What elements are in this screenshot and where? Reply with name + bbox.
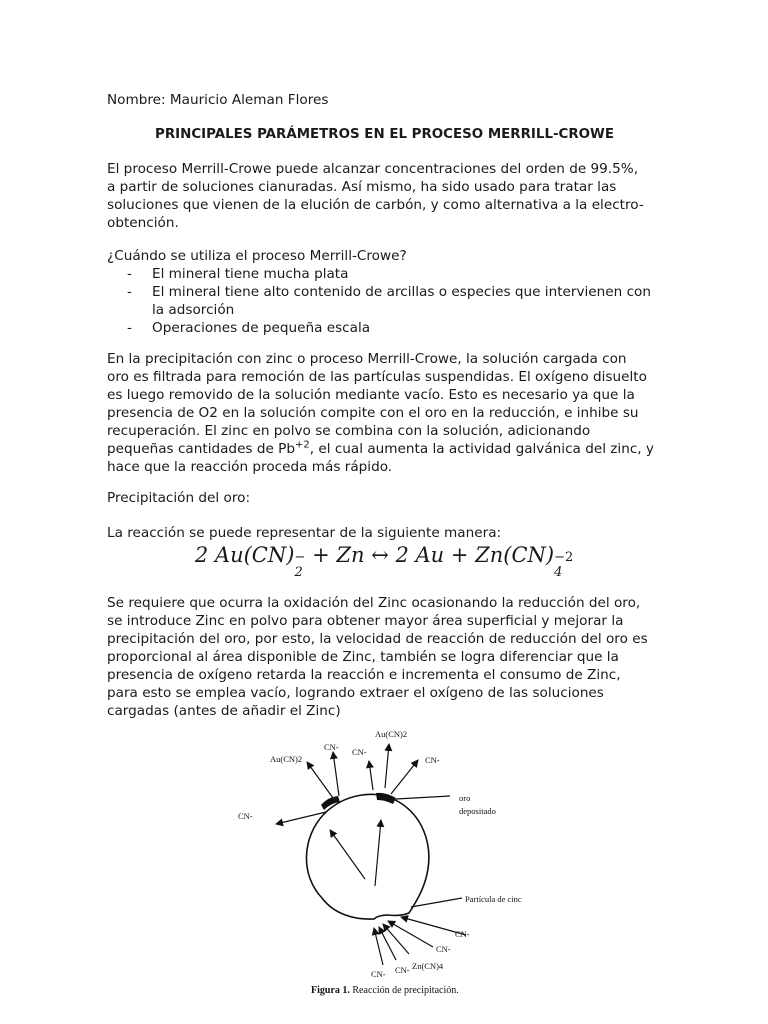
oxidation-paragraph <box>107 594 659 720</box>
text-line: presencia de oxígeno retarda la reacción e incrementa el consumo de Zinc, <box>107 667 621 683</box>
figure-label: CN- <box>395 965 410 975</box>
text-line: oro es filtrada para remoción de las partículas suspendidas. El oxígeno disuelto <box>107 369 647 385</box>
figure-label: Partícula de cinc <box>465 894 522 904</box>
figure-label: CN- <box>425 755 440 765</box>
text-line: pequeñas cantidades de $Pb^{+2}$, el cual aumenta la actividad galvánica del zinc, y <box>107 439 654 457</box>
document-title: PRINCIPALES PARÁMETROS EN EL PROCESO MERRILL-CROWE <box>155 127 614 142</box>
precipitation-figure <box>236 722 541 1002</box>
figure-label: Zn(CN)4 <box>412 961 444 971</box>
gold-deposit-right <box>376 793 396 804</box>
zinc-precipitation-paragraph <box>107 350 659 476</box>
list-item: - El mineral tiene mucha plata <box>127 266 349 282</box>
text-line: cargadas (antes de añadir el Zinc) <box>107 703 341 719</box>
reaction-intro: La reacción se puede representar de la siguiente manera: <box>107 525 502 541</box>
text-line: recuperación. El zinc en polvo se combina con la solución, adicionando <box>107 423 591 439</box>
figure-label: depositado <box>459 806 496 816</box>
list-dash: - <box>127 320 132 336</box>
equation-subscript: 2 <box>294 565 303 580</box>
list-dash: - <box>127 266 132 282</box>
text-line: es luego removido de la solución mediante vacío. Esto es necesario ya que la <box>107 387 635 403</box>
equation-superscript: − <box>294 550 306 565</box>
text-line: para esto se emplea vacío, logrando extraer el oxígeno de las soluciones <box>107 685 604 701</box>
usage-list <box>107 265 662 337</box>
equation-superscript: −2 <box>554 550 574 565</box>
reaction-equation: 2 Au(CN) − 2 + Zn ↔ 2 Au + Zn(CN) −2 4 <box>194 543 574 580</box>
text-line: hace que la reacción proceda más rápido. <box>107 459 393 475</box>
figure-label: CN- <box>352 747 367 757</box>
list-dash: - <box>127 284 132 300</box>
figure-label: Au(CN)2 <box>270 754 303 764</box>
figure-label: Au(CN)2 <box>375 729 408 739</box>
figure-label: CN- <box>455 929 470 939</box>
zinc-particle-outline <box>306 794 428 919</box>
text-line: El proceso Merrill-Crowe puede alcanzar concentraciones del orden de 99.5%, <box>107 161 639 177</box>
text-line: precipitación del oro, por esto, la velocidad de reacción de reducción del oro es <box>107 631 648 647</box>
lead-charge-superscript: +2 <box>294 439 310 451</box>
text-line: se introduce Zinc en polvo para obtener mayor área superficial y mejorar la <box>107 613 624 629</box>
figure-label: CN- <box>238 811 253 821</box>
text-line: soluciones que vienen de la elución de carbón, y como alternativa a la electro- <box>107 197 644 213</box>
figure-label: CN- <box>371 969 386 979</box>
text-line: Se requiere que ocurra la oxidación del Zinc ocasionando la reducción del oro, <box>107 595 641 611</box>
text-line: presencia de O2 en la solución compite con el oro en la reducción, e inhibe su <box>107 405 639 421</box>
equation-subscript: 4 <box>554 565 563 580</box>
text-line: a partir de soluciones cianuradas. Así mismo, ha sido usado para tratar las <box>107 179 617 195</box>
figure-label: oro <box>459 793 471 803</box>
list-item: - El mineral tiene alto contenido de arcillas o especies que intervienen con la adsorción <box>127 284 651 318</box>
usage-question: ¿Cuándo se utiliza el proceso Merrill-Crowe? <box>107 248 407 264</box>
text-line: obtención. <box>107 215 179 231</box>
list-item: - Operaciones de pequeña escala <box>127 320 371 336</box>
author-name-line: Nombre: Mauricio Aleman Flores <box>107 92 329 108</box>
text-line: proporcional al área disponible de Zinc, también se logra diferenciar que la <box>107 649 619 665</box>
section-heading: Precipitación del oro: <box>107 490 251 506</box>
figure-label: CN- <box>324 742 339 752</box>
figure-caption: Figura 1. Reacción de precipitación. <box>311 985 459 996</box>
text-line: En la precipitación con zinc o proceso Merrill-Crowe, la solución cargada con <box>107 351 627 367</box>
intro-paragraph <box>107 160 659 232</box>
figure-label: CN- <box>436 944 451 954</box>
